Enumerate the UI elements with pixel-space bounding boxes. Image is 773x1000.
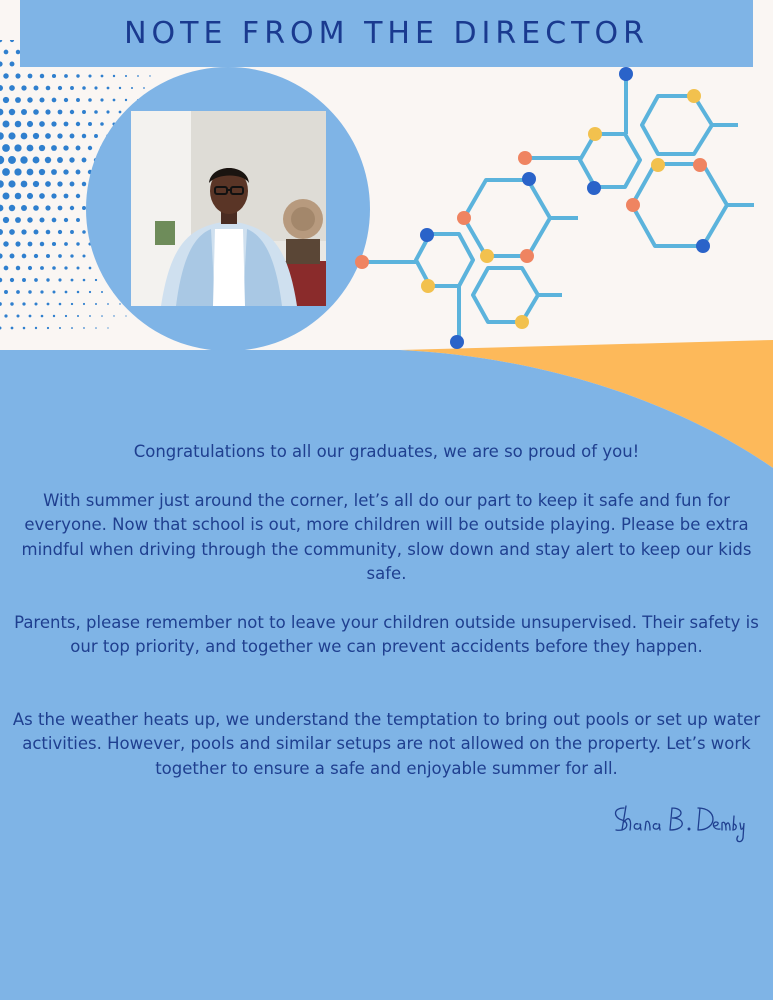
letter-paragraph-congratulations: Congratulations to all our graduates, we are so proud of you! — [133, 442, 640, 461]
molecule-hexagons-decoration — [350, 60, 773, 360]
director-signature — [610, 796, 750, 846]
letter-paragraph-summer-safety: With summer just around the corner, let’s all do our part to keep it safe and fun for everyone. Now that school is out, more children will be outside playing. Please be extra mindful when driving through the community, slow down and stay alert to keep our kids safe. — [21, 490, 752, 583]
director-photo — [131, 111, 326, 306]
letter-paragraph-pools: As the weather heats up, we understand the temptation to bring out pools or set up water activities. However, pools and similar setups are not allowed on the property. Let’s work together to ensure a safe and enjoyable summer for all. — [12, 709, 761, 778]
letter-body — [4, 440, 769, 781]
letter-paragraph-supervision: Parents, please remember not to leave your children outside unsupervised. Their safety is our top priority, and together we can prevent accidents before they happen. — [14, 612, 759, 656]
header-banner — [20, 0, 753, 67]
page-title: NOTE FROM THE DIRECTOR — [124, 16, 649, 51]
